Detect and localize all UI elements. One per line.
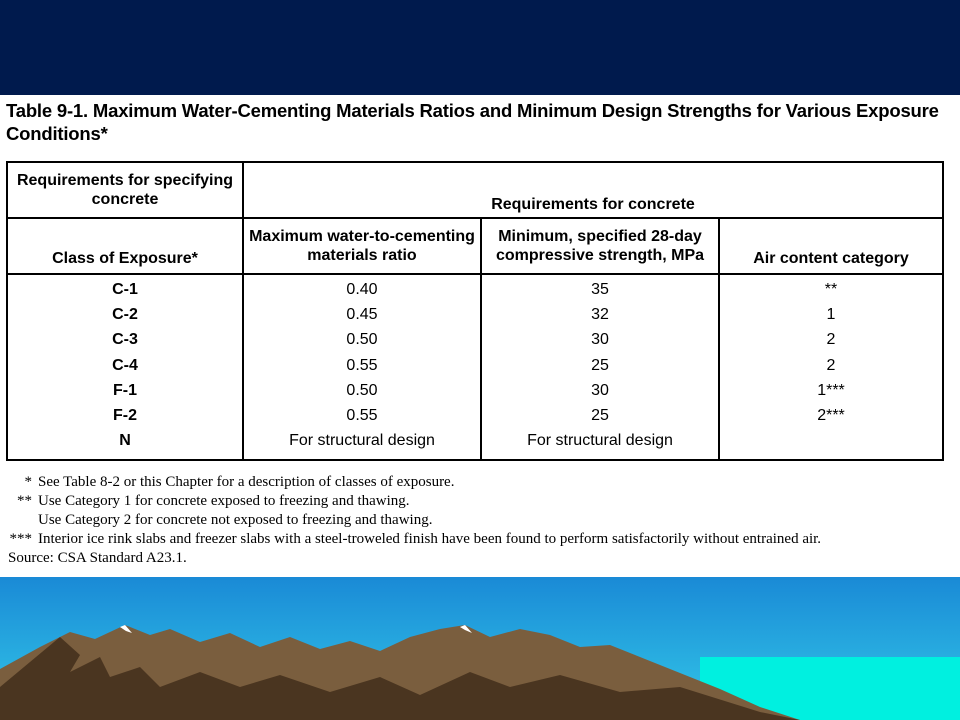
table-cell: F-1 [113,381,137,399]
footnote [8,511,821,530]
column-header-air: Air content category [753,250,909,267]
table-cell: 30 [591,381,609,399]
grid-line [8,217,942,219]
table-cell: 1 [826,306,836,324]
footnote-mark: * [24,474,32,490]
column-header-class: Class of Exposure* [52,250,198,267]
table-cell: ** [824,281,838,298]
table-cell: 2 [826,331,836,349]
mountain-landscape-image [0,577,960,720]
strength-column [482,277,718,453]
table-cell: 0.55 [346,406,378,424]
table-cell: 0.55 [346,356,378,374]
table-cell: 2 [826,356,836,374]
table-cell: 30 [591,331,609,349]
table-cell: C-3 [112,331,138,349]
slide-content [0,95,960,577]
table-cell: C-4 [112,356,138,374]
table-cell: 0.40 [346,281,378,298]
footnote-text: See Table 8-2 or this Chapter for a description of classes of exposure. [38,474,455,490]
table-cell: 0.50 [346,381,378,399]
table-cell: 25 [591,406,609,424]
footnote-mark [8,511,38,530]
table-cell: F-2 [113,406,137,424]
table-cell: 35 [591,281,609,298]
source-note: Source: CSA Standard A23.1. [8,550,187,566]
footnote [8,530,821,549]
table-cell: 0.45 [346,306,378,324]
column-header-ratio: Maximum water-to-cementing materials ratio [249,228,475,264]
footnote-mark: ** [17,493,32,509]
footnote [8,492,821,511]
table-cell [720,428,942,453]
table-cell: C-2 [112,306,138,324]
table-cell: 2*** [817,406,845,424]
exposure-table [6,161,944,461]
grid-line [8,273,942,275]
table-cell: 0.50 [346,331,378,349]
table-caption: Table 9-1. Maximum Water-Cementing Materials Ratios and Minimum Design Strengths for Various Exposure Conditions* [6,100,939,144]
mountain-backdrop [0,577,960,720]
column-header-strength: Minimum, specified 28-day compressive strength, MPa [495,228,705,264]
footnote-text: Use Category 2 for concrete not exposed to freezing and thawing. [38,512,433,528]
footnote-text: Use Category 1 for concrete exposed to freezing and thawing. [38,493,410,509]
table-cell: N [119,432,131,450]
class-column [8,277,242,453]
group-header-specifying: Requirements for specifying concrete [16,172,234,208]
footnote-text: Interior ice rink slabs and freezer slabs with a steel-troweled finish have been found to perform satisfactorily without entrained air. [38,531,822,547]
table-cell: For structural design [289,432,435,450]
ratio-column [244,277,480,453]
footnote [8,473,821,492]
footnotes [8,473,821,568]
table-cell: 32 [591,306,609,324]
table-cell: 1*** [817,381,845,399]
table-cell: C-1 [112,281,138,298]
group-header-concrete: Requirements for concrete [491,196,695,213]
table-cell: 25 [591,356,609,374]
footnote-mark: *** [9,531,32,547]
air-column [720,277,942,453]
top-title-band [0,0,960,95]
table-cell: For structural design [527,432,673,450]
